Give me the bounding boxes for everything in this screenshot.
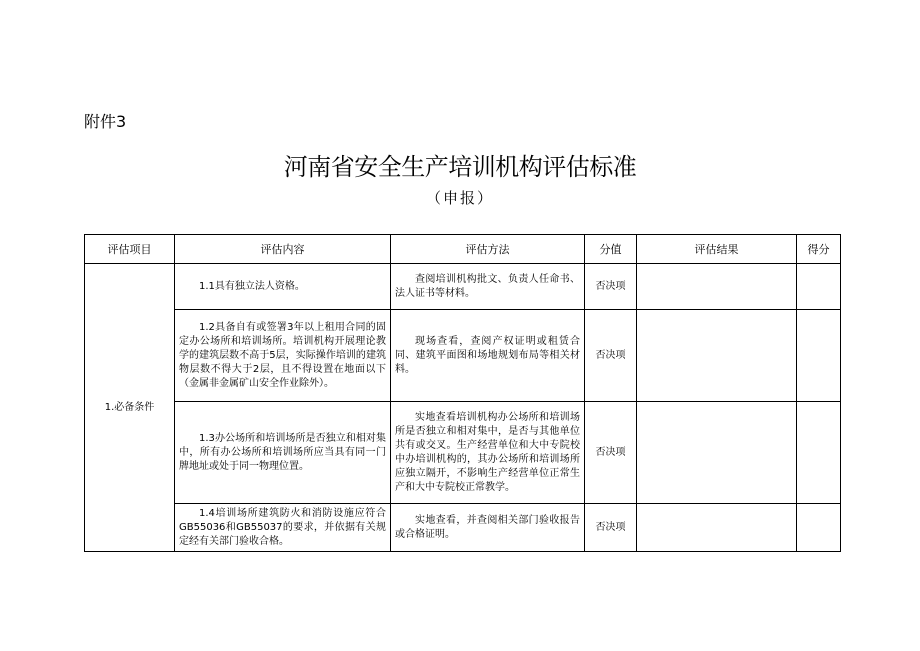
points-cell[interactable] (797, 264, 841, 310)
result-cell[interactable] (637, 402, 797, 504)
table-row (85, 504, 841, 552)
column-header-points: 得分 (797, 235, 841, 264)
evaluation-table (84, 234, 841, 552)
column-header-method: 评估方法 (391, 235, 585, 264)
points-cell[interactable] (797, 310, 841, 402)
column-header-content: 评估内容 (175, 235, 391, 264)
content-cell: 1.4培训场所建筑防火和消防设施应符合GB55036和GB55037的要求，并依据有关规定经有关部门验收合格。 (175, 504, 391, 552)
score-cell: 否决项 (585, 504, 637, 552)
method-cell: 实地查看，并查阅相关部门验收报告或合格证明。 (391, 504, 585, 552)
table-row (85, 402, 841, 504)
column-header-result: 评估结果 (637, 235, 797, 264)
document-subtitle: （申报） (425, 189, 494, 207)
score-cell: 否决项 (585, 402, 637, 504)
document-title: 河南省安全生产培训机构评估标准 (283, 153, 637, 181)
table-header-row (85, 235, 841, 264)
table-row (85, 264, 841, 310)
result-cell[interactable] (637, 504, 797, 552)
attachment-label: 附件3 (84, 112, 127, 131)
result-cell[interactable] (637, 310, 797, 402)
score-cell: 否决项 (585, 264, 637, 310)
content-cell: 1.3办公场所和培训场所是否独立和相对集中，所有办公场所和培训场所应当具有同一门牌地址或处于同一物理位置。 (175, 402, 391, 504)
content-cell: 1.2具备自有或签署3年以上租用合同的固定办公场所和培训场所。培训机构开展理论教学的建筑层数不高于5层，实际操作培训的建筑物层数不得大于2层，且不得设置在地面以下（金属非金属矿山安全作业除外）。 (175, 310, 391, 402)
points-cell[interactable] (797, 402, 841, 504)
result-cell[interactable] (637, 264, 797, 310)
points-cell[interactable] (797, 504, 841, 552)
column-header-item: 评估项目 (85, 235, 175, 264)
method-cell: 查阅培训机构批文、负责人任命书、法人证书等材料。 (391, 264, 585, 310)
score-cell: 否决项 (585, 310, 637, 402)
method-cell: 现场查看，查阅产权证明或租赁合同、建筑平面图和场地规划布局等相关材料。 (391, 310, 585, 402)
category-cell: 1.必备条件 (85, 264, 175, 552)
column-header-score: 分值 (585, 235, 637, 264)
table-row (85, 310, 841, 402)
content-cell: 1.1具有独立法人资格。 (175, 264, 391, 310)
method-cell: 实地查看培训机构办公场所和培训场所是否独立和相对集中，是否与其他单位共有或交叉。生产经营单位和大中专院校中办培训机构的，其办公场所和培训场所应独立隔开，不影响生产经营单位正常生产和大中专院校正常教学。 (391, 402, 585, 504)
